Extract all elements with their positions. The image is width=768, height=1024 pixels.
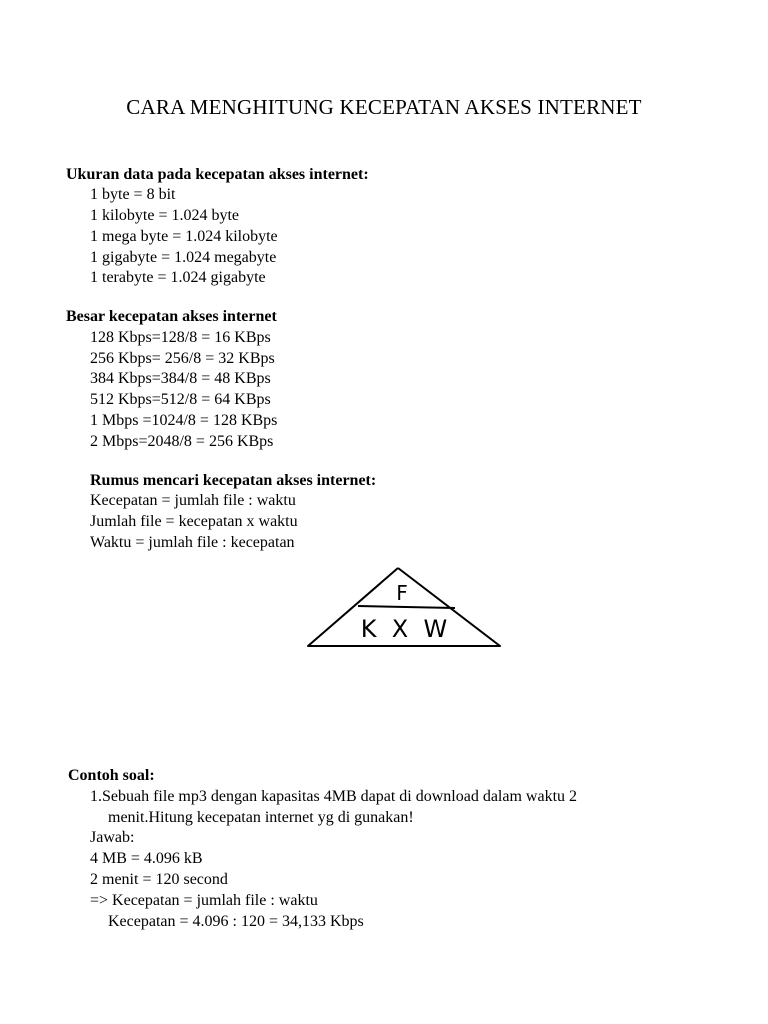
ukuran-item: 1 terabyte = 1.024 gigabyte [90,269,266,286]
ukuran-item: 1 mega byte = 1.024 kilobyte [90,228,278,245]
triangle-divider [358,606,455,608]
answer-line: => Kecepatan = jumlah file : waktu [90,892,318,909]
besar-item: 384 Kbps=384/8 = 48 KBps [90,370,271,387]
ukuran-item: 1 kilobyte = 1.024 byte [90,207,240,224]
triangle-top-label: F [396,581,408,605]
question-line-1: 1.Sebuah file mp3 dengan kapasitas 4MB dapat di download dalam waktu 2 [90,788,578,805]
ukuran-item: 1 gigabyte = 1.024 megabyte [90,249,277,266]
besar-item: 2 Mbps=2048/8 = 256 KBps [90,433,274,450]
rumus-item: Kecepatan = jumlah file : waktu [90,492,296,509]
answer-line: 2 menit = 120 second [90,871,228,888]
answer-label: Jawab: [90,829,135,846]
section-contoh-heading: Contoh soal: [68,767,155,784]
section-ukuran-heading: Ukuran data pada kecepatan akses internet: [66,166,369,183]
answer-result: Kecepatan = 4.096 : 120 = 34,133 Kbps [108,913,364,930]
question-line-2: menit.Hitung kecepatan internet yg di gunakan! [108,809,414,826]
section-rumus-heading: Rumus mencari kecepatan akses internet: [90,472,377,489]
page-title: CARA MENGHITUNG KECEPATAN AKSES INTERNET [126,95,642,119]
section-besar-heading: Besar kecepatan akses internet [66,308,277,325]
besar-item: 512 Kbps=512/8 = 64 KBps [90,391,271,408]
triangle-bottom-label: K X W [360,615,448,643]
besar-item: 128 Kbps=128/8 = 16 KBps [90,329,271,346]
formula-triangle-diagram [300,560,510,655]
rumus-item: Jumlah file = kecepatan x waktu [90,513,298,530]
answer-line: 4 MB = 4.096 kB [90,850,203,867]
besar-item: 256 Kbps= 256/8 = 32 KBps [90,350,275,367]
ukuran-item: 1 byte = 8 bit [90,186,176,203]
besar-item: 1 Mbps =1024/8 = 128 KBps [90,412,278,429]
rumus-item: Waktu = jumlah file : kecepatan [90,534,295,551]
